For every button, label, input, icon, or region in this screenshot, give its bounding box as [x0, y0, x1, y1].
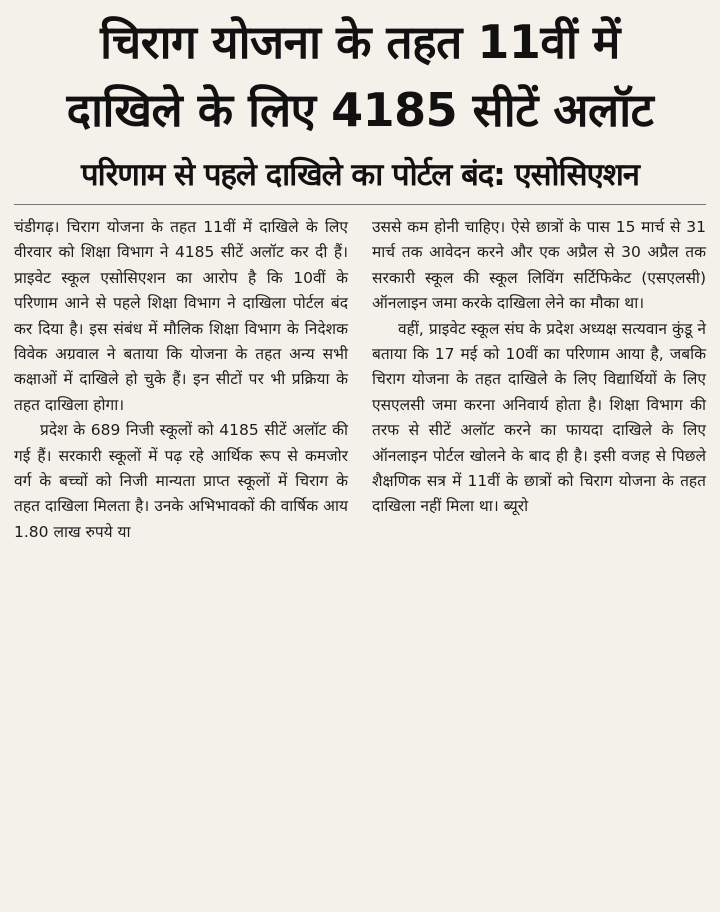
left-paragraph-1: चंडीगढ़। चिराग योजना के तहत 11वीं में दाखिले के लिए वीरवार को शिक्षा विभाग ने 4185 सीटें अलॉट कर दी हैं। प्राइवेट स्कूल एसोसिएशन का आरोप है कि 10वीं के परिणाम आने से पहले शिक्षा विभाग ने दाखिला पोर्टल बंद कर दिया है। इस संबंध में मौलिक शिक्षा विभाग के निदेशक विवेक अग्रवाल ने बताया कि योजना के तहत अन्य सभी कक्षाओं में दाखिले हो चुके हैं। इन सीटों पर भी प्रक्रिया के तहत दाखिला होगा।	[14, 218, 348, 414]
subheadline: परिणाम से पहले दाखिले का पोर्टल बंद: एसोसिएशन	[81, 157, 639, 193]
headline	[14, 8, 706, 144]
article-column-right	[372, 215, 706, 545]
article-body	[14, 215, 706, 545]
headline-line-2: दाखिले के लिए 4185 सीटें अलॉट	[66, 83, 654, 137]
header-divider	[14, 204, 706, 205]
left-paragraph-2: प्रदेश के 689 निजी स्कूलों को 4185 सीटें अलॉट की गई हैं। सरकारी स्कूलों में पढ़ रहे आर्थिक रूप से कमजोर वर्ग के बच्चों को निजी मान्यता प्राप्त स्कूलों में चिराग के तहत दाखिला मिलता है। उनके अभिभावकों की वार्षिक आय 1.80 लाख रुपये या	[14, 421, 348, 541]
right-paragraph-2: वहीं, प्राइवेट स्कूल संघ के प्रदेश अध्यक्ष सत्यवान कुंडू ने बताया कि 17 मई को 10वीं का परिणाम आया है, जबकि चिराग योजना के तहत दाखिले के लिए विद्यार्थियों के लिए एसएलसी जमा करना अनिवार्य होता है। शिक्षा विभाग की तरफ से सीटें अलॉट करने का फायदा दाखिले के लिए ऑनलाइन पोर्टल खोलने के बाद ही है। इसी वजह से पिछले शैक्षणिक सत्र में 11वीं के छात्रों को चिराग योजना के तहत दाखिला नहीं मिला था। ब्यूरो	[372, 319, 706, 516]
headline-line-1: चिराग योजना के तहत 11वीं में	[100, 15, 620, 69]
right-paragraph-1: उससे कम होनी चाहिए। ऐसे छात्रों के पास 15 मार्च से 31 मार्च तक आवेदन करने और एक अप्रैल से 30 अप्रैल तक सरकारी स्कूल की स्कूल लिविंग सर्टिफिकेट (एसएलसी) ऑनलाइन जमा करके दाखिला लेने का मौका था।	[372, 218, 706, 313]
article-column-left	[14, 215, 348, 545]
